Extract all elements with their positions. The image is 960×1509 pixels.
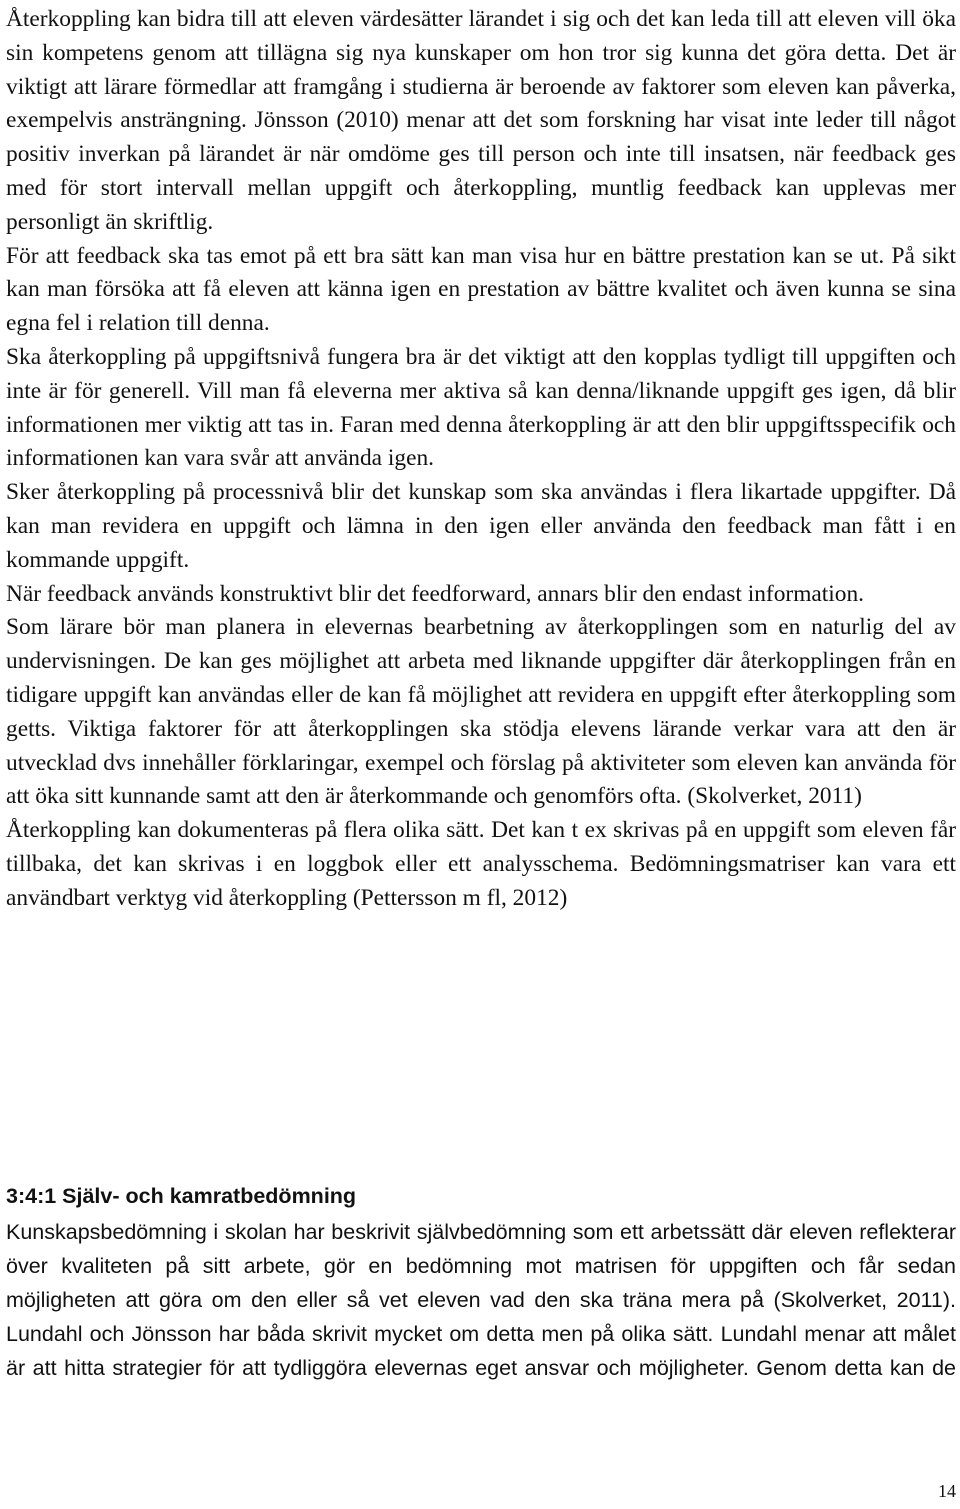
page-number: 14 (938, 1481, 956, 1501)
paragraph-feedforward: När feedback används konstruktivt blir det feedforward, annars blir den endast information. (6, 580, 865, 607)
paragraph-documentation: Återkoppling kan dokumenteras på flera olika sätt. Det kan t ex skrivas på en uppgift som eleven får tillbaka, det kan skrivas i en loggbok eller ett analysschema. Bedömningsmatriser kan vara ett användbart verktyg vid återkoppling (Pettersson m fl, 2012) (6, 817, 956, 911)
paragraph-process-level: Sker återkoppling på processnivå blir det kunskap som ska användas i flera likartade uppgifter. Då kan man revidera en uppgift och lämna in den igen eller använda den feedback man fått i en kommande uppgift. (6, 479, 956, 573)
section-body (6, 1215, 956, 1385)
paragraph-task-level: Ska återkoppling på uppgiftsnivå fungera bra är det viktigt att den kopplas tydligt till uppgiften och inte är för generell. Vill man få eleverna mer aktiva så kan denna/liknande uppgift ges igen, då blir informationen mer viktig att tas in. Faran med denna återkoppling är att den blir uppgiftsspecifik och informationen kan vara svår att använda igen. (6, 343, 956, 472)
paragraph-self-assessment: Kunskapsbedömning i skolan har beskrivit självbedömning som ett arbetssätt där eleven reflekterar över kvaliteten på sitt arbete, gör en bedömning mot matrisen för uppgiften och får sedan möjligheten att göra om den eller så vet eleven vad den ska träna mera på (Skolverket, 2011). Lundahl och Jönsson har båda skrivit mycket om detta men på olika sätt. Lundahl menar att målet är att hitta strategier för att tydliggöra elevernas eget ansvar och möjligheter. Genom detta kan de (6, 1220, 956, 1380)
section-heading: 3:4:1 Själv- och kamratbedömning (6, 1184, 357, 1208)
paragraph-better-performance: För att feedback ska tas emot på ett bra sätt kan man visa hur en bättre prestation kan se ut. På sikt kan man försöka att få eleven att känna igen en prestation av bättre kvalitet och även kunna se sina egna fel i relation till denna. (6, 242, 956, 337)
body-text (6, 3, 956, 916)
paragraph-feedback-value: Återkoppling kan bidra till att eleven värdesätter lärandet i sig och det kan leda till att eleven vill öka sin kompetens genom att tillägna sig nya kunskaper om hon tror sig kunna det göra detta. Det är viktigt att lärare förmedlar att framgång i studierna är beroende av faktorer som eleven kan påverka, exempelvis ansträngning. Jönsson (2010) menar att det som forskning har visat inte leder till något positiv inverkan på lärandet är när omdöme ges till person och inte till insatsen, när feedback ges med för stort intervall mellan uppgift och återkoppling, muntlig feedback kan upplevas mer personligt än skriftlig. (6, 6, 956, 235)
paragraph-teacher-planning: Som lärare bör man planera in elevernas bearbetning av återkopplingen som en naturlig del av undervisningen. De kan ges möjlighet att arbeta med liknande uppgifter där återkopplingen från en tidigare uppgift kan användas eller de kan få möjlighet att revidera en uppgift efter återkoppling som getts. Viktiga faktorer för att återkopplingen ska stödja elevens lärande verkar vara att den är utvecklad dvs innehåller förklaringar, exempel och förslag på aktiviteter som eleven kan använda för att öka sitt kunnande samt att den är återkommande och genomförs ofta. (Skolverket, 2011) (6, 614, 956, 810)
